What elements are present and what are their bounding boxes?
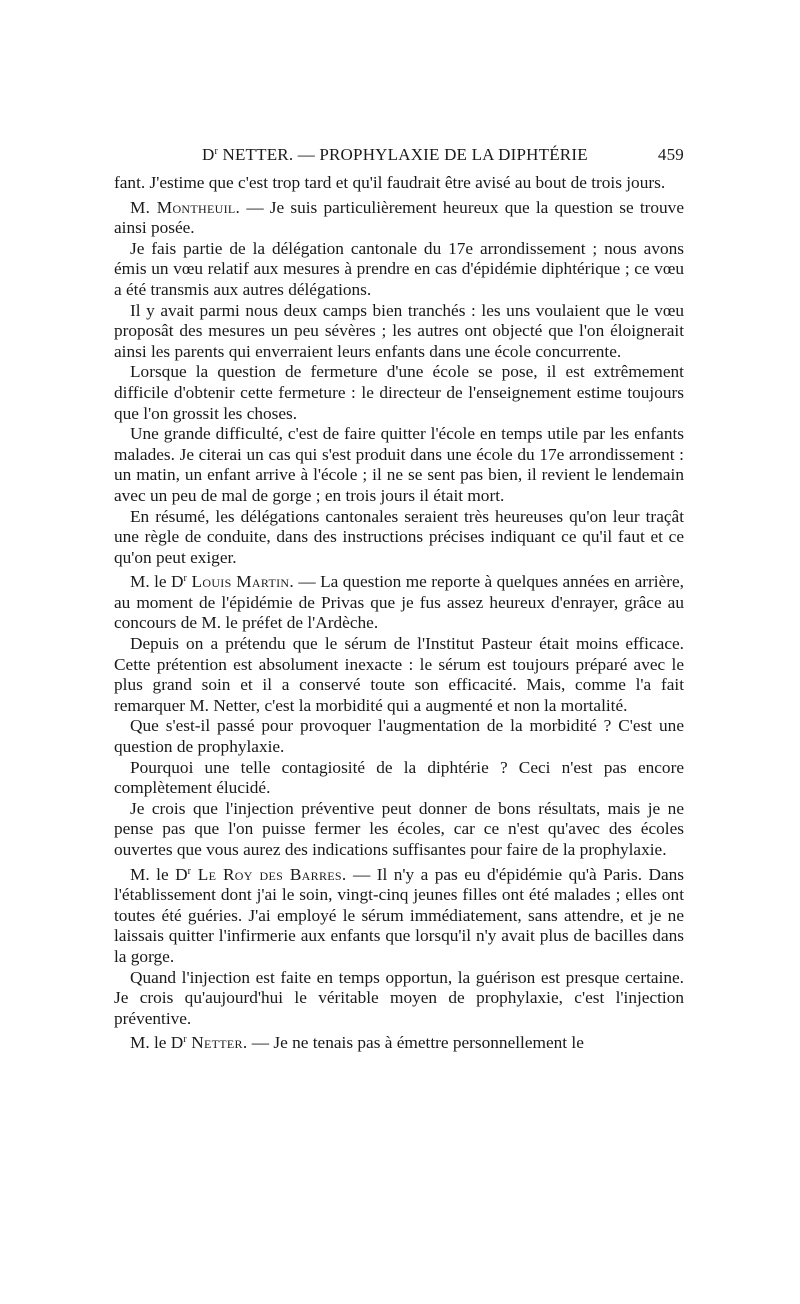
paragraph-1: fant. J'estime que c'est trop tard et qu'il faudrait être avisé au bout de trois jours. bbox=[114, 173, 666, 192]
running-header bbox=[114, 145, 684, 169]
paragraph-13: M. le $D^r$ Le Roy des Barres. — Il n'y a pas eu d'épidémie qu'à Paris. Dans l'établissement dont j'ai le soin, vingt-cinq jeunes filles ont été malades ; elles ont toutes été guéries. J'ai employé le sérum immédiatement, sans attendre, et je ne laissais quitter l'infirmerie aux enfants que lorsqu'il n'y avait plus de bacilles dans la gorge. bbox=[114, 864, 684, 966]
paragraph-9: Depuis on a prétendu que le sérum de l'Institut Pasteur était moins efficace. Cette prétention est absolument inexacte : le sérum est toujours préparé avec le plus grand soin et il a conservé toute son efficacité. Mais, comme l'a fait remarquer M. Netter, c'est la morbidité qui a augmenté et non la mortalité. bbox=[114, 634, 684, 715]
paragraph-15: M. le $D^r$ Netter. — Je ne tenais pas à émettre personnellement le bbox=[130, 1033, 584, 1053]
paragraph-12: Je crois que l'injection préventive peut donner de bons résultats, mais je ne pense pas que l'on puisse fermer les écoles, car ce n'est qu'avec des écoles ouvertes que vous aurez des indications suffisantes pour faire de la prophylaxie. bbox=[114, 798, 684, 859]
running-title: $D^r$ NETTER. — PROPHYLAXIE DE LA DIPHTÉRIE bbox=[202, 145, 588, 164]
paragraph-11: Pourquoi une telle contagiosité de la diphtérie ? Ceci n'est pas encore complètement élucidé. bbox=[114, 757, 684, 798]
paragraph-6: Une grande difficulté, c'est de faire quitter l'école en temps utile par les enfants malades. Je citerai un cas qui s'est produit dans une école du 17e arrondissement : un matin, un enfant arrive à l'école ; il ne se sent pas bien, il revient le lendemain avec un peu de mal de gorge ; en trois jours il était mort. bbox=[114, 424, 684, 505]
paragraph-8: M. le $D^r$ Louis Martin. — La question me reporte à quelques années en arrière, au moment de l'épidémie de Privas que je fus assez heureux d'enrayer, grâce au concours de M. le préfet de l'Ardèche. bbox=[114, 572, 684, 633]
document-body bbox=[114, 173, 684, 1054]
page-number: 459 bbox=[657, 145, 684, 164]
speaker-name: Netter. bbox=[186, 1033, 248, 1053]
speaker-name: Le Roy des Barres. bbox=[190, 864, 347, 884]
paragraph-3: Je fais partie de la délégation cantonale du 17e arrondissement ; nous avons émis un vœu relatif aux mesures à prendre en cas d'épidémie diphtérique ; ce vœu a été transmis aux autres délégations. bbox=[114, 238, 684, 299]
speaker-name: M. Montheuil. bbox=[130, 197, 241, 217]
speaker-name: Louis Martin. bbox=[186, 572, 294, 592]
paragraph-14: Quand l'injection est faite en temps opportun, la guérison est presque certaine. Je crois qu'aujourd'hui le véritable moyen de prophylaxie, c'est l'injection préventive. bbox=[114, 967, 684, 1028]
paragraph-10: Que s'est-il passé pour provoquer l'augmentation de la morbidité ? C'est une question de prophylaxie. bbox=[114, 716, 684, 757]
paragraph-4: Il y avait parmi nous deux camps bien tranchés : les uns voulaient que le vœu proposât des mesures un peu sévères ; les autres ont objecté que l'on éloignerait ainsi les parents qui enverraient leurs enfants dans une école concurrente. bbox=[114, 300, 684, 361]
paragraph-7: En résumé, les délégations cantonales seraient très heureuses qu'on leur traçât une règle de conduite, dans des instructions précises indiquant ce qu'il faut et ce qu'on peut exiger. bbox=[114, 506, 684, 567]
paragraph-2: M. Montheuil. — Je suis particulièrement heureux que la question se trouve ainsi posée. bbox=[114, 197, 684, 238]
paragraph-5: Lorsque la question de fermeture d'une école se pose, il est extrêmement difficile d'obtenir cette fermeture : le directeur de l'enseignement estime toujours que l'on grossit les choses. bbox=[114, 362, 684, 423]
